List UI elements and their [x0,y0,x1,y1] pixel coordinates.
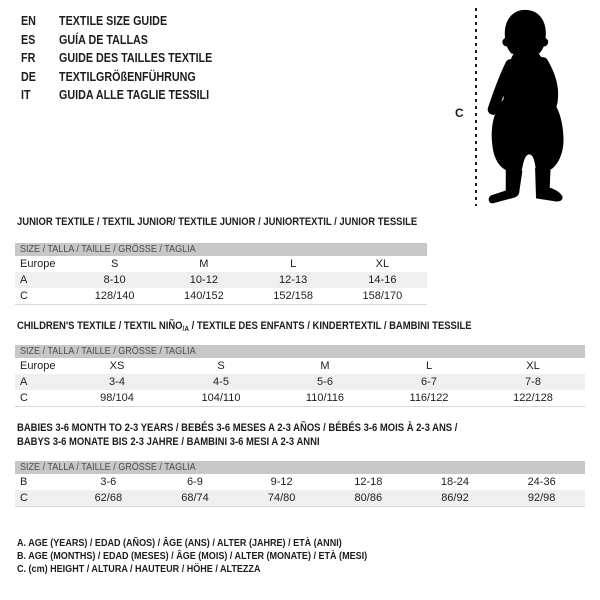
table-cell: 62/68 [65,490,152,506]
table-row-age [15,272,427,288]
babies-table-grid [15,474,585,506]
language-row [21,12,237,31]
table-cell: 122/128 [513,392,553,404]
language-title: GUIDA ALLE TAGLIE TESSILI [59,88,210,102]
babies-title-line1: BABIES 3-6 MONTH TO 2-3 YEARS / BEBÉS 3-6 MESES A 2-3 AÑOS / BÉBÉS 3-6 MOIS À 2-3 ANS / [17,422,458,434]
language-row [21,49,237,68]
table-cell: 12-18 [354,476,383,488]
language-row [21,86,237,105]
table-cell: 14-16 [338,272,427,288]
table-row-age-months [15,474,585,490]
legend-line-c [17,563,424,576]
table-cell: M [199,258,209,270]
language-code-text: DE [21,69,36,84]
table-cell: 12-13 [249,272,338,288]
table-cell: 9-12 [270,476,293,488]
language-code-text: EN [21,14,36,28]
table-cell: L [290,258,297,270]
table-cell: L [425,360,433,372]
table-cell: 92/98 [498,490,585,506]
language-code [21,12,59,31]
baby-silhouette-icon [479,2,597,212]
table-cell: 3-4 [65,374,169,390]
children-title-rest: / TEXTILE DES ENFANTS / KINDERTEXTIL / BAMBINI TESSILE [188,320,472,332]
language-code [21,68,59,87]
legend-line-c-text: C. (cm) HEIGHT / ALTURA / HAUTEUR / HÖHE / ALTEZZA [17,563,261,576]
table-cell: 7-8 [481,374,585,390]
language-title: TEXTILGRÖßENFÜHRUNG [59,69,196,84]
legend-line-a [17,537,424,550]
table-cell: 5-6 [273,374,377,390]
table-cell: 74/80 [238,490,325,506]
junior-size-table [15,243,427,305]
language-code-text: ES [21,32,36,47]
language-code [21,49,59,68]
table-row-columns [15,358,585,374]
height-measure-label: C [455,106,464,120]
table-cell: 24-36 [527,476,556,488]
junior-section-title [17,216,482,230]
table-row-height [15,288,427,304]
table-cell: XL [526,360,540,372]
table-cell: 6-7 [377,374,481,390]
children-title-main: CHILDREN'S TEXTILE / TEXTIL NIÑO [17,320,183,332]
table-cell: A [15,374,65,390]
language-title: GUÍA DE TALLAS [59,32,148,47]
table-cell: 110/116 [305,392,345,404]
language-title: GUIDE DES TAILLES TEXTILE [59,51,213,65]
table-cell: C [15,490,65,506]
babies-size-table [15,461,585,507]
size-header-text: SIZE / TALLA / TAILLE / GRÖSSE / TAGLIA [20,461,196,473]
legend-line-a-text: A. AGE (YEARS) / EDAD (AÑOS) / ÂGE (ANS) / ALTER (JAHRE) / ETÀ (ANNI) [17,537,342,549]
table-cell: S [110,258,119,270]
language-code [21,31,59,50]
table-cell: 10-12 [159,272,248,288]
table-row-age [15,374,585,390]
junior-table-grid [15,256,427,304]
language-code-text: FR [21,51,36,65]
table-row-columns [15,256,427,272]
legend-block [17,537,424,577]
table-cell: 3-6 [100,476,117,488]
language-code-text: IT [21,88,31,102]
table-cell: S [217,360,225,372]
table-cell: 8-10 [70,272,159,288]
legend-line-b [17,550,424,563]
table-cell: C [20,290,28,302]
height-measure-line [475,8,477,206]
table-cell: XS [109,360,125,372]
language-title: TEXTILE SIZE GUIDE [59,14,168,28]
table-cell: 18-24 [440,476,470,488]
size-header-bar [15,345,585,358]
size-header-text: SIZE / TALLA / TAILLE / GRÖSSE / TAGLIA [20,243,196,255]
table-cell: 140/152 [183,290,224,302]
table-cell: 80/86 [325,490,412,506]
table-row-height [15,490,585,506]
size-header-bar [15,243,427,256]
children-title-subscript: /A [182,324,189,333]
table-cell: Europe [20,360,56,372]
table-cell: 158/170 [362,290,403,302]
junior-section-title-text: JUNIOR TEXTILE / TEXTIL JUNIOR/ TEXTILE JUNIOR / JUNIORTEXTIL / JUNIOR TESSILE [17,216,418,228]
table-cell: 128/140 [94,290,135,302]
table-cell: B [20,476,28,488]
table-cell: 98/104 [100,392,134,404]
legend-line-b-text: B. AGE (MONTHS) / EDAD (MESES) / ÂGE (MOIS) / ALTER (MONATE) / ETÀ (MESI) [17,550,368,563]
babies-title-line2: BABYS 3-6 MONATE BIS 2-3 JAHRE / BAMBINI 3-6 MESI A 2-3 ANNI [17,435,320,448]
children-size-table [15,345,585,407]
table-cell: A [15,272,70,288]
size-header-bar [15,461,585,474]
table-cell: 68/74 [152,490,239,506]
children-section-title-text [17,320,472,336]
table-cell: M [320,360,330,372]
size-header-text: SIZE / TALLA / TAILLE / GRÖSSE / TAGLIA [20,345,196,357]
language-title-block [21,12,237,105]
table-cell: 116/122 [409,392,449,404]
table-cell: 6-9 [187,476,203,488]
table-cell: 86/92 [412,490,499,506]
language-row [21,31,237,50]
children-section-title [17,320,546,336]
children-table-grid [15,358,585,406]
table-cell: 104/110 [201,392,241,404]
table-cell: XL [375,258,390,270]
babies-section-title [17,422,529,449]
language-code [21,86,59,105]
table-cell: 4-5 [169,374,273,390]
table-cell: 152/158 [273,290,313,302]
table-cell: C [20,392,28,404]
table-cell: Europe [20,258,56,270]
table-row-height [15,390,585,406]
language-row [21,68,237,87]
